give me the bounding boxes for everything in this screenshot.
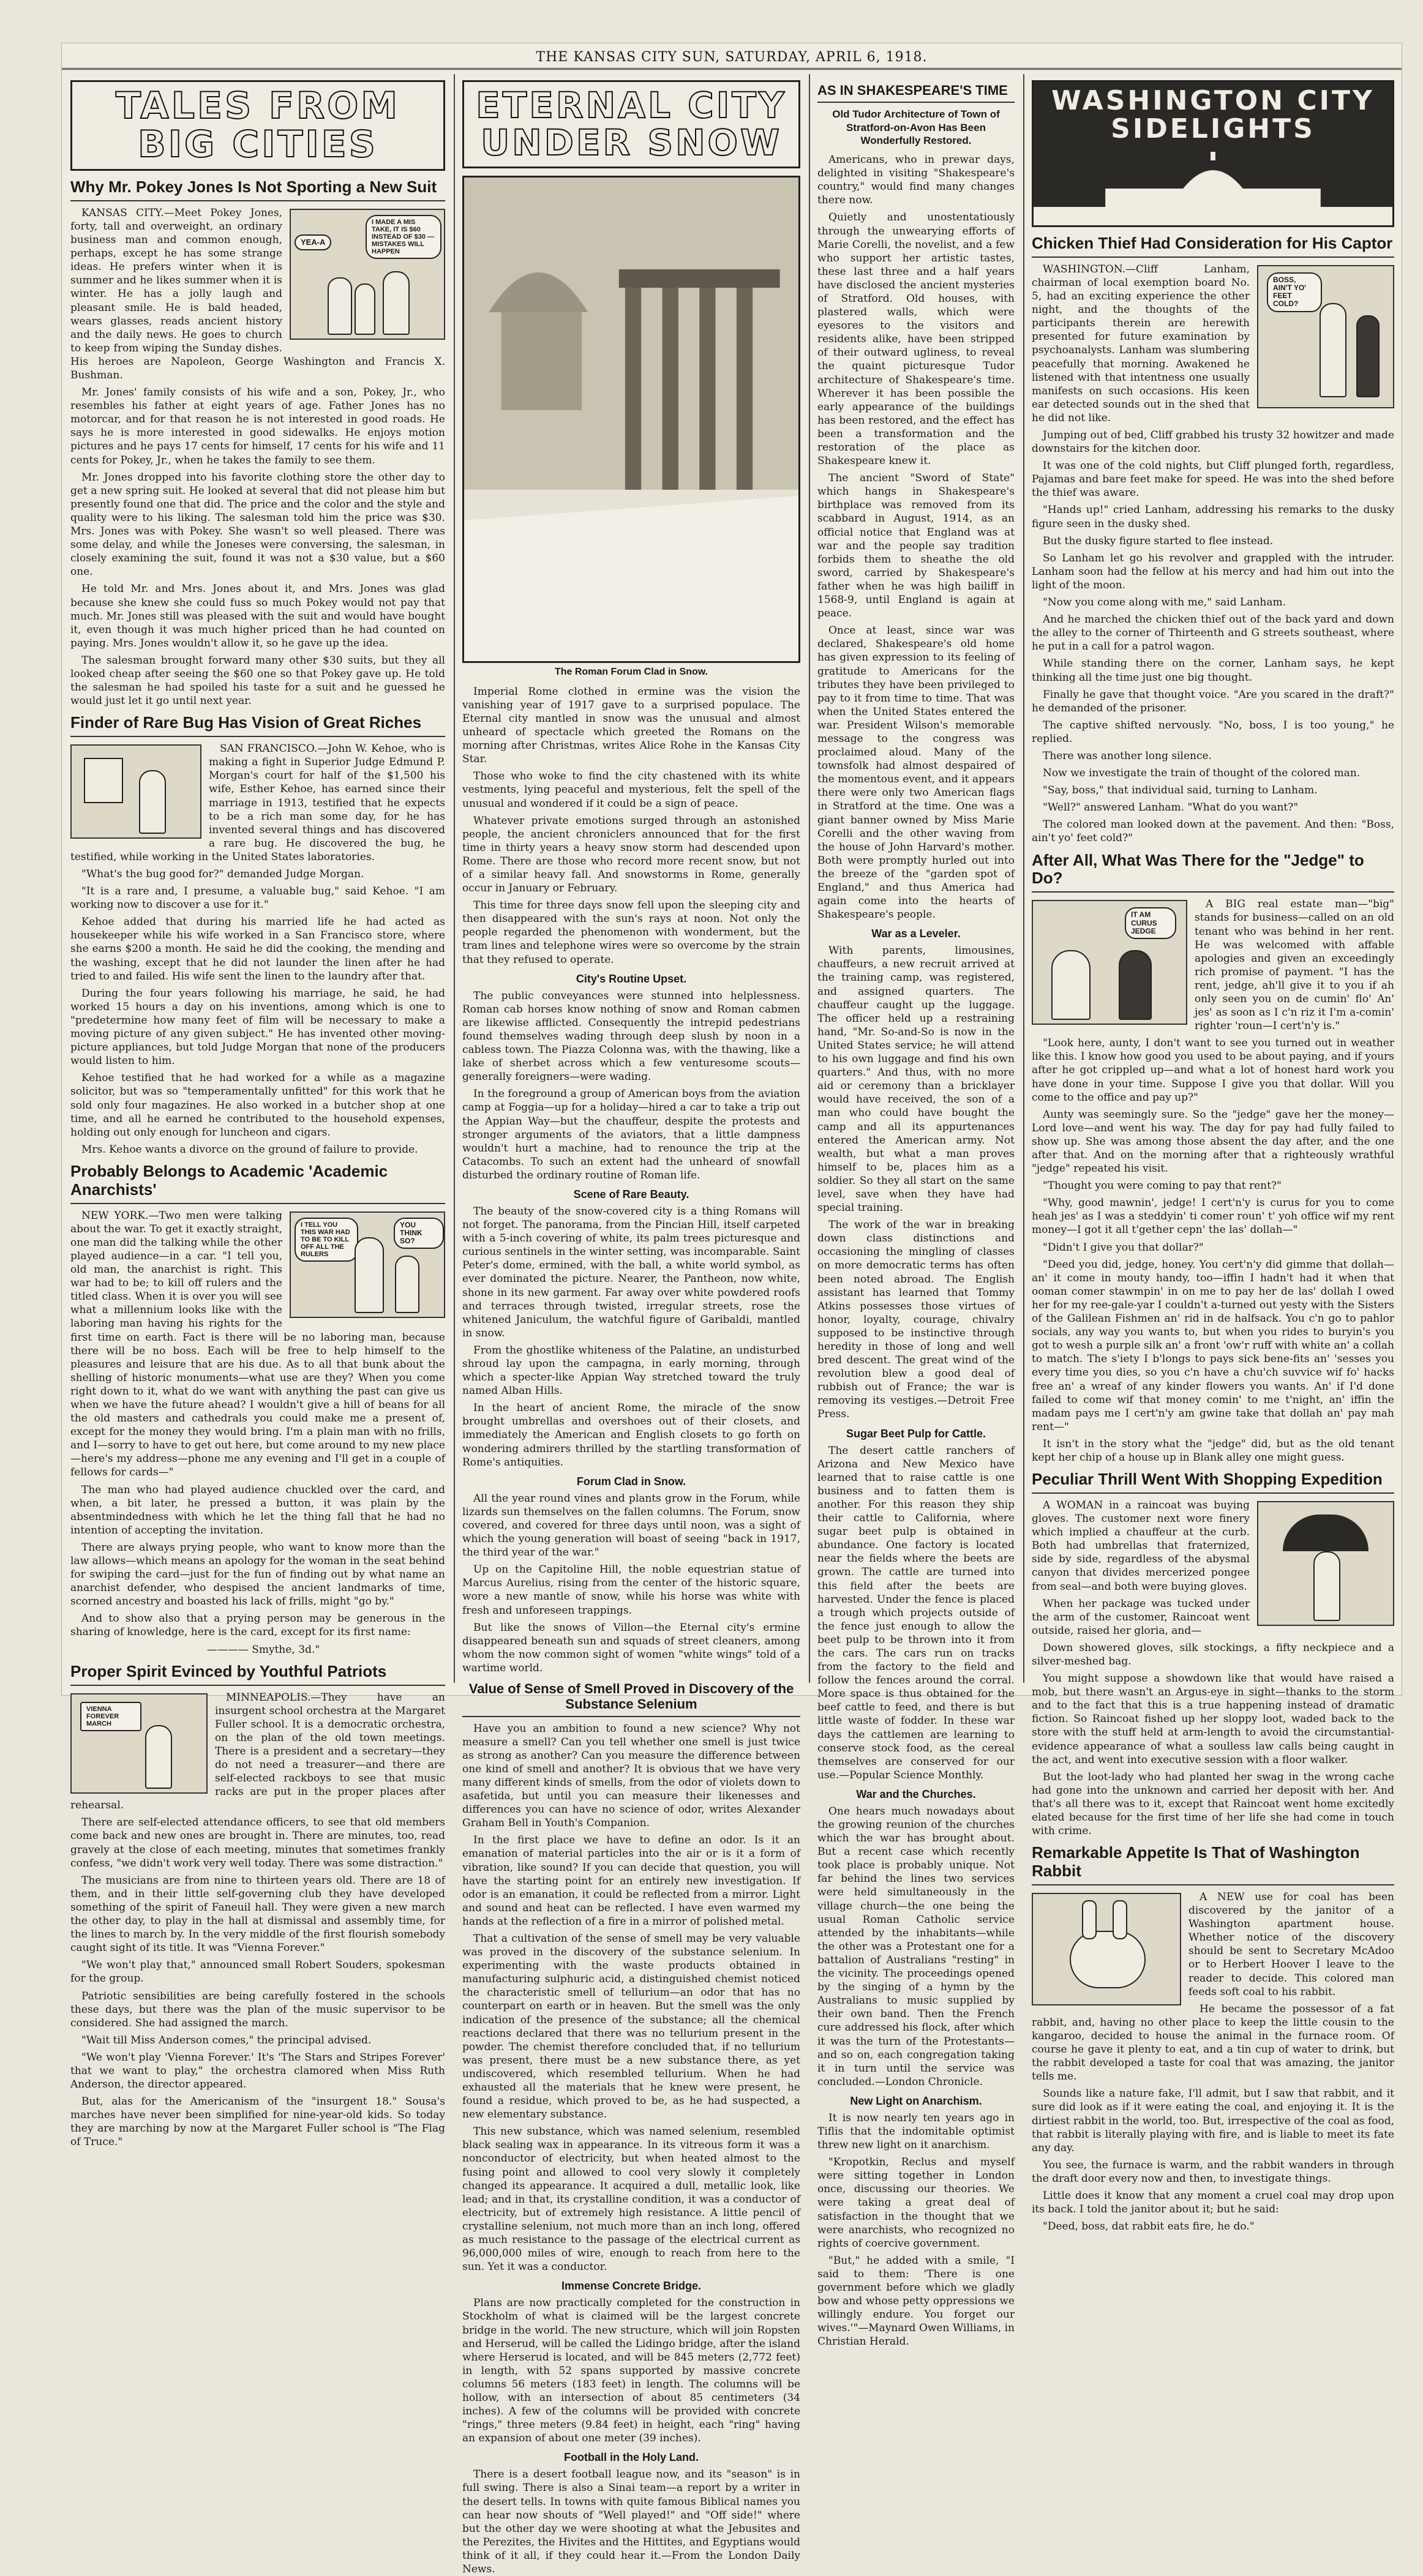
- figure: [1051, 950, 1091, 1020]
- headline-pokey-jones: Why Mr. Pokey Jones Is Not Sporting a New Suit: [70, 178, 445, 201]
- column-tales-from-big-cities: [62, 74, 454, 2149]
- paragraph: There is a desert football league now, and its "season" is in full swing. There is also a Sinai team—a report by a writer in the desert tells. In towns with quite famous Biblical names you can hear now shouts of "Well played!" and "Off side!" where but the other day we were shooting at what the Jebusites and the Perezites, the Hivites and the Hittites, and Egyptians would think of it all, if they could hear it.—From the London Daily News.: [462, 2468, 800, 2575]
- paragraph: KANSAS CITY.—Meet Pokey Jones, forty, tall and overweight, an ordinary business man and common enough, perhaps, except he has some strange ideas. He prefers winter when it is summer and he likes summer when it is winter. He has a jolly laugh and pleasant smile. He is bald headed, wears glasses, reads ancient history and the daily news. He goes to church to keep from wiping the Sunday dishes. His heroes are Napoleon, George Washington and Francis X. Bushman.: [70, 206, 445, 382]
- paragraph: Now we investigate the train of thought of the colored man.: [1043, 767, 1361, 780]
- paragraph: This time for three days snow fell upon the sleeping city and then disappeared with the sun's rays at noon. Not only the people regarded the phenomenon with wonderment, but the tram lines and telephone wires were so overcome by the strain that they refused to operate.: [462, 899, 800, 966]
- paragraph: "Say, boss," that individual said, turning to Lanham.: [1043, 784, 1318, 797]
- banner-eternal-city: ETERNAL CITY UNDER SNOW: [462, 80, 800, 168]
- speech-bubble: I TELL YOU THIS WAR HAD TO BE TO KILL OFF ALL THE RULERS: [295, 1218, 358, 1262]
- speech-bubble: BOSS, AIN'T YO' FEET COLD?: [1267, 272, 1322, 312]
- paragraph: "Kropotkin, Reclus and myself were sitting together in London once, discussing our theories. We were taking a great deal of satisfaction in the thought that we were anarchists, who recognized no rights of coercive government.: [817, 2156, 1015, 2250]
- paragraph: "But," he added with a smile, "I said to them: 'There is one government before which we gladly bow and whose petty oppressions we willingly endure. You forget our wives.'"—Maynard Owen Williams, in Christian Herald.: [817, 2254, 1015, 2348]
- paragraph: There was another long silence.: [1043, 749, 1212, 762]
- figure: [145, 1725, 172, 1789]
- paragraph: It isn't in the story what the "jedge" did, but as the old tenant kept her chip of a house up in Blank alley one might guess.: [1032, 1437, 1394, 1464]
- paragraph: But the loot-lady who had planted her swag in the wrong cache had gone into the unknown and carried her deposit with her. And that's all there was to it, except that Raincoat went home excitedly elated because for the first time of her life she had come in touch with crime.: [1032, 1770, 1394, 1838]
- headline-shopping-expedition: Peculiar Thrill Went With Shopping Expedition: [1032, 1470, 1394, 1494]
- paragraph: A WOMAN in a raincoat was buying gloves. The customer next wore finery which implied a chauffeur at the curb. Both had umbrellas that fraternized, side by side, regardless of the abysmal canyon that divides mercerized pongee from seal—and both were buying gloves.: [1032, 1499, 1250, 1593]
- paragraph: You see, the furnace is warm, and the rabbit wanders in through the draft door every now and then, to investigate things.: [1032, 2159, 1394, 2185]
- paragraph: "Deed, boss, dat rabbit eats fire, he do.": [1043, 2220, 1255, 2233]
- paragraph: There are self-elected attendance officers, to see that old members come back and new ones are brought in. There are minutes, too, read gravely at the close of each meeting, minutes that sometimes frankly confess, "we didn't work very well today. There was some distraction.": [70, 1816, 445, 1870]
- paragraph: And he marched the chicken thief out of the back yard and down the alley to the corner of Thirteenth and G streets southeast, where he put in a call for a patrol wagon.: [1032, 613, 1394, 653]
- paragraph: "Well?" answered Lanham. "What do you want?": [1043, 801, 1299, 814]
- paragraph: SAN FRANCISCO.—John W. Kehoe, who is making a fight in Superior Judge Edmund P. Morgan's court for half of the $1,500 his wife, Esther Kehoe, has earned since their marriage in 1913, testified that he expects to be a rich man some day, for he has invented several things and has discovered a rare bug. He discovered the bug, he testified, while working in the United States laboratories.: [70, 743, 445, 863]
- newspaper-page: [61, 43, 1402, 2575]
- paragraph: With parents, limousines, chauffeurs, a new recruit arrived at the training camp, was registered, and assigned quarters. The chauffeur caught up the luggage. The officer held up a restraining hand, "Mr. So-and-So is now in the United States service; he will attend to his own luggage and find his own quarters." And thus, with no more aid or ceremony than a bricklayer would have received, the son of a man who could have bought the camp and all its appurtenances entered the American army. Not wealth, but what a man proves himself to be, places him as a soldier. So they all start on the same level, save when they have had special training.: [817, 945, 1015, 1215]
- paragraph: The work of the war in breaking down class distinctions and occasioning the mingling of classes on more democratic terms has often been noted abroad. The English assistant has learned that Tommy Atkins possesses those virtues of honor, loyalty, courage, chivalry supposed to be instinctive through heredity in those of long and well bred descent. The great wind of the revolution blew a good deal of rubbish out of France; the war is removing its vestiges.—Detroit Free Press.: [817, 1219, 1015, 1421]
- speech-bubble: I MADE A MIS TAKE, IT IS $60 INSTEAD OF $30 — MISTAKES WILL HAPPEN: [366, 215, 441, 259]
- paragraph: MINNEAPOLIS.—They have an insurgent school orchestra at the Margaret Fuller school. It is a democratic orchestra, on the plan of the old town meetings. There is a president and a secretary—they do not need a treasurer—and there are self-elected rackboys to see that music racks are put in the proper places after rehearsal.: [70, 1691, 445, 1812]
- paragraph: He became the possessor of a fat rabbit, and, having no other place to keep the little cousin to the kangaroo, decided to house the animal in the furnace room. Of course he gave it plenty to eat, and a tin cup of water to drink, but the rabbit developed a taste for coal that was amazing, the janitor tells me.: [1032, 2002, 1394, 2083]
- speech-bubble: YEA-A: [295, 234, 331, 250]
- headline-washington-rabbit: Remarkable Appetite Is That of Washington Rabbit: [1032, 1844, 1394, 1885]
- paragraph: "What's the bug good for?" demanded Judge Morgan.: [81, 868, 364, 880]
- paragraph: But like the snows of Villon—the Eternal city's ermine disappeared beneath sun and squads of street cleaners, among whom the now common sight of women "white wings" told of a wartime world.: [462, 1621, 800, 1674]
- banner-title: WASHINGTON CITY SIDELIGHTS: [1051, 85, 1375, 145]
- paragraph: Patriotic sensibilities are being carefully fostered in the schools these days, but there was the plan of the music supervisor to be considered. She had assigned the march.: [70, 1990, 445, 2029]
- paragraph: A BIG real estate man—"big" stands for business—called on an old tenant who was behind in her rent. He was welcomed with affable apologies and given an exceedingly rich promise of payment. "I has the rent, jedge, ah'll give it to you if ah only seen you on de cumin' flo' An' jes' as soon as I c'n riz it I'm a-comin' righter 'roun—I cert'n'y is.": [1195, 898, 1394, 1033]
- paragraph: And to show also that a prying person may be generous in the sharing of knowledge, here is the card, except for its first name:: [70, 1612, 445, 1639]
- cartoon-rabbit: [1032, 1893, 1181, 2005]
- paragraph: Quietly and unostentatiously through the unwearying efforts of Marie Corelli, the novelist, and a few who support her artistic tastes, these last three and a half years have disclosed the ancient mysteries of Stratford. Old houses, with plastered walls, which were eyesores to the visitors and residents alike, have been stripped of their outward ugliness, to reveal the quaint picturesque Tudor architecture of Shakespeare's time. Wherever it has been possible the early appearance of the buildings has been restored, and the effect has been a transformation and the restoration of the place as Shakespeare knew it.: [817, 211, 1015, 468]
- paragraph: So Lanham let go his revolver and grappled with the intruder. Lanham soon had the fellow at his mercy and had him out into the light of the moon.: [1032, 552, 1394, 591]
- headline-academic-anarchists: Probably Belongs to Academic 'Academic Anarchists': [70, 1163, 445, 1204]
- paragraph: Down showered gloves, silk stockings, a fifty neckpiece and a silver-meshed bag.: [1032, 1641, 1394, 1668]
- headline-rare-bug: Finder of Rare Bug Has Vision of Great Riches: [70, 714, 445, 737]
- headline-shakespeare: AS IN SHAKESPEARE'S TIME: [817, 83, 1015, 103]
- paragraph: "Why, good mawnin', jedge! I cert'n'y is curus for you to come heah jes' as I was a steddyin' ti comer roun' t' yoh office wif my rent money—I got it all t'gether cepn' the las' dollah—": [1032, 1197, 1394, 1237]
- paragraph: "Hands up!" cried Lanham, addressing his remarks to the dusky figure seen in the dusky shed.: [1032, 504, 1394, 530]
- paragraph: WASHINGTON.—Cliff Lanham, chairman of local exemption board No. 5, had an exciting experience the other night, and the thoughts of the participants therein are herewith presented for future examination by psychoanalysts. Lanham was slumbering peacefully that morning. Awakened he listened with that intentness one usually manifests on such occasions. His keen ear detected sounds out in the shed that he did not like.: [1032, 263, 1250, 424]
- cartoon-umbrella-woman: [1257, 1501, 1394, 1626]
- cartoon-school-orchestra: [70, 1693, 208, 1794]
- paragraph: "Thought you were coming to pay that rent?": [1043, 1180, 1282, 1193]
- cartoon-chicken-thief: [1257, 265, 1394, 408]
- paragraph: ———— Smythe, 3d.": [206, 1643, 320, 1656]
- paragraph: It is now nearly ten years ago in Tiflis that the indomitable optimist threw new light on it anarchism.: [817, 2111, 1015, 2152]
- paragraph: "Didn't I give you that dollar?": [1043, 1241, 1204, 1254]
- paragraph: During the four years following his marriage, he said, he had worked 15 hours a day on his inventions, among which is one to "predetermine how many feet of film will be necessary to make a moving picture of any given subject." He has invented other moving-picture appliances, but told Judge Morgan that none of the producers would listen to him.: [70, 987, 445, 1068]
- banner-tales-from-big-cities: TALES FROM BIG CITIES: [70, 80, 445, 171]
- running-head: THE KANSAS CITY SUN, SATURDAY, APRIL 6, 1918.: [536, 50, 928, 65]
- paragraph: The public conveyances were stunned into helplessness. Roman cab horses know nothing of snow and Roman cabmen are likewise afflicted. Consequently the intrepid pedestrians found themselves wading through deep slush by noon in a cabless town. The Piazza Colonna was, with the thawing, like a lake of sherbet across which a few venturesome scouts—generally foreigners—were wading.: [462, 989, 800, 1084]
- headline-jedge: After All, What Was There for the "Jedge" to Do?: [1032, 852, 1394, 893]
- figure: [139, 770, 166, 834]
- subhead: Forum Clad in Snow.: [576, 1475, 686, 1488]
- photo-roman-forum: [462, 176, 800, 663]
- headline-youthful-patriots: Proper Spirit Evinced by Youthful Patriots: [70, 1663, 445, 1686]
- subhead: Immense Concrete Bridge.: [561, 2280, 702, 2293]
- paragraph: Mr. Jones dropped into his favorite clothing store the other day to get a new spring suit. He looked at several that did not please him but presently found one that did. The price and the color and the style and quality were to his liking. The salesman told him the price was $30. Mrs. Jones was with Pokey. She wasn't so well pleased. There was some delay, and while the Joneses were conversing, the salesman, in closely examining the suit, found it was not a $30 value, but a $60 one.: [70, 471, 445, 578]
- umbrella-icon: [1283, 1515, 1369, 1551]
- paragraph: You might suppose a showdown like that would have raised a mob, but there wasn't an Argus-eye in sight—thanks to the storm and to the fact that this is a true happening instead of dramatic fiction. So Raincoat fished up her sloppy loot, waded back to the store with the stuff held at arm-length to avoid the circumstantial-evidence appearance of what a soulless law calls being caught in the act, and went into executive session with a floor walker.: [1032, 1672, 1394, 1766]
- paragraph: This new substance, which was named selenium, resembled black sealing wax in appearance. In its vitreous form it was a nonconductor of electricity, but when heated almost to the fusing point and allowed to cool very slowly it completely changed its appearance. It acquired a dull, metallic look, like lead; and in that, its crystalline condition, it was a conductor of electricity, but of extremely high resistance. A little pencil of crystalline selenium, not much more than an inch long, offered as much resistance to the passage of the electrical current as 96,000,000 miles of wire, enough to reach from here to the sun. Yet it was a conductor.: [462, 2125, 800, 2274]
- paragraph: Kehoe testified that he had worked for a while as a magazine solicitor, but was so "temperamentally unfitted" for this work that he sold only four magazines. He also worked in a butcher shop at one time, and all he earned he contributed to the household expenses, holding out only enough for luncheon and cigars.: [70, 1072, 445, 1139]
- paragraph: It was one of the cold nights, but Cliff plunged forth, regardless, Pajamas and bare feet make for speed. He was into the shed before the thief was aware.: [1032, 460, 1394, 500]
- figure: [1356, 315, 1380, 397]
- paragraph: Kehoe added that during his married life he had acted as housekeeper while his wife worked in a San Francisco store, where she earns $200 a month. He said he did the cooking, the mending and the washing, except that he did not launder the linen after he had tried to and failed. His wife sent the linen to the laundry after that.: [70, 916, 445, 983]
- figure: [1119, 950, 1152, 1020]
- paragraph: "Wait till Miss Anderson comes," the principal advised.: [81, 2034, 372, 2046]
- paragraph: But, alas for the Americanism of the "insurgent 18." Sousa's marches have never been simplified for nine-year-old kids. So today they are marching by now at the Margaret Fuller school is "The Flag of Truce.": [70, 2095, 445, 2149]
- paragraph: Jumping out of bed, Cliff grabbed his trusty 32 howitzer and made downstairs for the kitchen door.: [1032, 429, 1394, 455]
- cartoon-jedge: [1032, 900, 1187, 1025]
- subhead: New Light on Anarchism.: [850, 2094, 982, 2107]
- rabbit-icon: [1070, 1931, 1146, 1988]
- paragraph: The ancient "Sword of State" which hangs in Shakespeare's birthplace was removed from its scabbard in August, 1914, as an official notice that England was at war and the people say tradition forbids them to sheathe the old sword, carried by Shakespeare's father when he was high bailiff in 1568-9, until England is again at peace.: [817, 472, 1015, 620]
- sheet-music: VIENNA FOREVER MARCH: [80, 1702, 141, 1731]
- figure: [355, 1237, 384, 1313]
- paragraph: Whatever private emotions surged through an astonished people, the ancient chroniclers announced that for the first time in thirty years a heavy snow storm had descended upon Rome. There are those who record more recent snow, but not of a similar heavy fall. And snowstorms in Rome, generally occur in January or February.: [462, 814, 800, 895]
- paragraph: In the foreground a group of American boys from the aviation camp at Foggia—up for a holiday—hired a car to take a trip out the Appian Way—but the chauffeur, despite the protests and stronger arguments of the aviators, that a little dampness wouldn't hurt a machine, had to renounce the trip at the Catacombs. To such an extent had the unheard of snowfall disturbed the ordinary routine of Roman life.: [462, 1088, 800, 1181]
- figure: [355, 283, 375, 335]
- paragraph: Imperial Rome clothed in ermine was the vision the vanishing year of 1917 gave to a surprised populace. The Eternal city mantled in snow was the unusual and almost unheard of spectacle which greeted the Romans on the morning after Christmas, writes Alice Rohe in the Kansas City Star.: [462, 685, 800, 766]
- subhead: War and the Churches.: [856, 1788, 976, 1800]
- capitol-icon: [1034, 152, 1392, 225]
- paragraph: In the heart of ancient Rome, the miracle of the snow brought umbrellas and overshoes out of their closets, and immediately the American and English closets to go forth on wondering admirers thrilled by the startling transformation of Rome's antiquities.: [462, 1402, 800, 1469]
- paragraph: Finally he gave that thought voice. "Are you scared in the draft?" he demanded of the prisoner.: [1032, 688, 1394, 714]
- paragraph: Have you an ambition to found a new science? Why not measure a smell? Can you tell whether one smell is just twice as strong as another? Can you measure the difference between one kind of smell and another? It is obvious that we have very many different kinds of smells, from the odor of violets down to asafetida, but until you can measure their likenesses and differences you can have no science of odor, writes Alexander Graham Bell in Youth's Companion.: [462, 1722, 800, 1830]
- paragraph: But the dusky figure started to flee instead.: [1043, 534, 1274, 547]
- paragraph: While standing there on the corner, Lanham says, he kept thinking all the time just one big thought.: [1032, 657, 1394, 684]
- judge-bench: [84, 758, 123, 803]
- paragraph: "Look here, aunty, I don't want to see you turned out in weather like this. I know how good you used to be about paying, and if yours after he got crippled up—and what a lot of honest hard work you have done in your time. Suppose I give you that dollar. Will you come to the office and pay up?": [1032, 1037, 1394, 1104]
- cartoon-anarchists: [290, 1211, 445, 1318]
- paragraph: Those who woke to find the city chastened with its white vestments, lying peaceful and mysterious, felt the spell of the unusual and wondered if it could be a sign of peace.: [462, 770, 800, 810]
- forum-illustration: [464, 178, 798, 661]
- paragraph: Americans, who in prewar days, delighted in visiting "Shakespeare's country," would find many changes there now.: [817, 154, 1015, 207]
- paragraph: Mr. Jones' family consists of his wife and a son, Pokey, Jr., who resembles his father at eight years of age. Father Jones has no motorcar, and for that reason he is not interested in good roads. He says he is more interested in good sidewalks. He enjoys motion pictures and he pays 17 cents for himself, 17 cents for his wife and 11 cents for Pokey, Jr., when he takes the family to see them.: [70, 386, 445, 466]
- paragraph: "Deed you did, jedge, honey. You cert'n'y did gimme that dollah—an' it come in mouty handy, too—iffin I hadn't had it when that ooman comer stawmpin' in on me to pay her de las' dollah I owed her for my ree-gale-yar I couldn't a-turned out yesty with the Sisters of the Galilean Fishmen an' rid in de halfsack. You c'n go to pahlor socials, any way you wants to, but when you rides to buryin's you got to wesh a purple silk an' a front 'ow'r ruff with white an' a collah to match. The s'iety I b'longs to pays sick bene-fits an' 'sesses you every time you dies, so you c'n have a chu'ch suvvice wif fo' hacks free an' a wreaf of any kinder flowers you wants. An' if I'd done failed to come wif that money comin' to me t'night, an' iffin the madam pays me I cert'n'y am gwine take that dollah an' pay mah rent—": [1032, 1258, 1394, 1433]
- headline-sense-of-smell: Value of Sense of Smell Proved in Discovery of the Substance Selenium: [462, 1681, 800, 1717]
- paragraph: Mrs. Kehoe wants a divorce on the ground of failure to provide.: [81, 1143, 418, 1156]
- paragraph: All the year round vines and plants grow in the Forum, while lizards sun themselves on the fallen columns. The Forum, snow covered, and covered for three days until noon, was a sight of which the young generation will boast of seeing "back in 1917, the third year of the war.": [462, 1492, 800, 1559]
- paragraph: "We won't play that," announced small Robert Souders, spokesman for the group.: [70, 1959, 445, 1985]
- column-eternal-city: [454, 74, 809, 2575]
- head-rule: [62, 68, 1402, 70]
- subhead: Scene of Rare Beauty.: [573, 1188, 689, 1200]
- rabbit-ear: [1113, 1900, 1127, 1939]
- paragraph: The captive shifted nervously. "No, boss, I is too young," he replied.: [1032, 719, 1394, 745]
- paragraph: The beauty of the snow-covered city is a thing Romans will not forget. The panorama, from the Pincian Hill, itself carpeted with a 5-inch covering of white, its palm trees picturesque and curious sentinels in the winter setting, was incomparable. Saint Peter's dome, ermined, with the ball, a white world symbol, as ever dominated the picture. Nearer, the Pantheon, now white, shone in its new garment. Far away over white powdered roofs and terraces through twisted, irregular streets, rose the whitened Janiculum, the watchful figure of Garibaldi, mantled in snow.: [462, 1205, 800, 1339]
- cartoon-courtroom: [70, 744, 201, 839]
- paragraph: Sounds like a nature fake, I'll admit, but I saw that rabbit, and it sure did look as if it were eating the coal, and enjoying it. It is the dirtiest rabbit in the world, too. But, irrespective of the coal as food, that rabbit is literally playing with fire, and is liable to meet its fate any day.: [1032, 2087, 1394, 2154]
- subhead: City's Routine Upset.: [576, 972, 687, 985]
- paragraph: A NEW use for coal has been discovered by the janitor of a Washington apartment house. Whether notice of the discovery should be sent to Secretary McAdoo or to Herbert Hoover I leave to the reader to decide. This colored man feeds soft coal to his rabbit.: [1188, 1891, 1394, 1998]
- paragraph: "We won't play 'Vienna Forever.' It's 'The Stars and Stripes Forever' that we want to play," the orchestra clamored when Miss Ruth Anderson, the director appeared.: [70, 2051, 445, 2091]
- cartoon-pokey-jones: [290, 209, 445, 340]
- paragraph: The desert cattle ranchers of Arizona and New Mexico have learned that to raise cattle is one business and to fatten them is another. For this reason they ship their cattle to California, where sugar beet pulp is obtained in abundance. One factory is located near the fields where the beets are grown. The cattle are turned into this field after the beets are harvested. Under the fence is placed a trough which projects outside of the fence just enough to allow the beet pulp to be thrown into it from the cars. The cars run on tracks from the factory to the field and follow the fences around the corral. More space is thus obtained for the beef cattle to feed, and there is but little waste of fodder. In these war days the cattlemen are learning to conserve stock food, as the cereal themselves are conserved for our use.—Popular Science Monthly.: [817, 1444, 1015, 1781]
- paragraph: The colored man looked down at the pavement. And then: "Boss, ain't yo' feet cold?": [1032, 818, 1394, 845]
- paragraph: In the first place we have to define an odor. Is it an emanation of material particles into the air or is it a form of vibration, like sound? If you can decide that question, you will have the starting point for an entirely new investigation. If odor is an emanation, it could be reflected from a mirror. Light and sound and heat can be reflected. I have even warmed my hands at the reflection of a fire in a mirror of polished metal.: [462, 1834, 800, 1928]
- paragraph: "Now you come along with me," said Lanham.: [1043, 596, 1286, 609]
- subhead: War as a Leveler.: [871, 927, 961, 940]
- paragraph: Up on the Capitoline Hill, the noble equestrian statue of Marcus Aurelius, rising from the center of the historic square, wore a new mantle of snow, while his horse was white with fresh and unforeseen trappings.: [462, 1563, 800, 1617]
- column-shakespeare: [809, 74, 1023, 2348]
- paragraph: He told Mr. and Mrs. Jones about it, and Mrs. Jones was glad because she knew she could fuss so much Pokey would not pay that much. Mr. Jones still was pleased with the suit and would have bought it, even though it was much higher priced than he had counted on paying. Mrs. Jones wouldn't allow it, so he gave up the idea.: [70, 583, 445, 650]
- paragraph: There are always prying people, who want to know more than the law allows—which means an apology for the woman in the seat behind for swiping the card—just for the fun of finding out by what name an anarchist defender, who despised the ancient landmarks of time, scorned ancestry and boasted his lack of frills, might "go by.": [70, 1541, 445, 1608]
- figure: [328, 277, 352, 335]
- subhead: Sugar Beet Pulp for Cattle.: [846, 1427, 986, 1440]
- figure: [383, 271, 410, 335]
- paragraph: Once at least, since war was declared, Shakespeare's old home has given expression to its feeling of gratitude to Americans for the tributes they have been privileged to pay to it from time to time. That was when the United States entered the war. President Wilson's memorable message to the congress was proclaimed aloud. Many of the townsfolk had almost despaired of the momentous event, and it appears there were only two American flags in Stratford at the time. One was a giant banner owned by Miss Marie Corelli and the other waving from the house of John Harvard's mother. Both were promptly hurled out into the breeze of the "garden spot of England," and thus America had again come into the hearts of Shakespeare's people.: [817, 624, 1015, 921]
- paragraph: When her package was tucked under the arm of the customer, Raincoat went outside, raised her gloria, and—: [1032, 1597, 1250, 1637]
- figure: [1313, 1551, 1340, 1621]
- speech-bubble: IT AM CURUS JEDGE: [1125, 907, 1176, 939]
- column-washington-sidelights: [1023, 74, 1403, 2233]
- paragraph: "It is a rare and, I presume, a valuable bug," said Kehoe. "I am working now to discover a use for it.": [70, 885, 445, 912]
- rabbit-ear: [1082, 1900, 1097, 1939]
- paragraph: The salesman brought forward many other $30 suits, but they all looked cheap after seeing the $60 one so that Pokey gave up. He told the salesman he had spoiled his taste for a suit and he guessed he would just let it go until next year.: [70, 654, 445, 708]
- paragraph: Little does it know that any moment a cruel coal may drop upon its back. I told the janitor about it; but he said:: [1032, 2189, 1394, 2216]
- subhead: Football in the Holy Land.: [564, 2451, 699, 2464]
- paragraph: Aunty was seemingly sure. So the "jedge" gave her the money—Lord love—and went his way. The day for pay had fully failed to show up. She was among those absent the day after, and the one after that. And on the morning after that a righteously wrathful "jedge" repeated his visit.: [1032, 1108, 1394, 1175]
- paragraph: That a cultivation of the sense of smell may be very valuable was proved in the discovery of the substance selenium. In experimenting with the waste products obtained in manufacturing sulphuric acid, a distinguished chemist noticed the characteristic smell of tellurium—an odor that has no counterpart on earth or in heaven. But the smell was the only indication of the presence of the substance; all the chemical reactions declared that there was no tellurium present in the powder. The chemist therefore concluded that, if no tellurium was present, there must be a new substance there, as yet undiscovered, which resembled tellurium. When he had exhausted all the materials that he knew were present, he found a residue, which proved to be, as he had suspected, a new elementary substance.: [462, 1932, 800, 2121]
- paragraph: From the ghostlike whiteness of the Palatine, an undisturbed shroud lay upon the campagna, in early morning, through which a specter-like Appian Way stretched toward the truly named Alban Hills.: [462, 1344, 800, 1398]
- deck: Old Tudor Architecture of Town of Stratford-on-Avon Has Been Wonderfully Restored.: [832, 108, 1000, 146]
- paragraph: NEW YORK.—Two men were talking about the war. To get it exactly straight, one man did the talking while the other played audience—in a car. "I tell you, old man, the anarchist is right. This war had to be; to kill off rulers and the titled class. When it is over you will see what a millennium looks like with the laboring man having his rights for the first time on earth. Fact is there will be no laboring man, because there will be no boss. Each will be free to help himself to the pleasures and leisure that are his due. As to all that bunk about the shelling of historic monuments—what use are they? When you come right down to it, what do we want with anything the past can give us when we have the future ahead? I wouldn't give a hill of beans for all the old masters and cathedrals you could make me a present of, except for the money they would bring. I'm a plain man with no frills, and I—sorry to have to get out here, but come around to my new place—here's my address—phone me any evening and I'll get in a couple of fellows for cards—": [70, 1209, 445, 1479]
- paragraph: The musicians are from nine to thirteen years old. There are 18 of them, and in their little self-governing club they have developed something of the spirit of Faneuil hall. They were given a new march the other day, to play in the hall at dismissal and assembly time, for the lines to march by. In the very middle of the first flourish somebody caught sight of its title. It was "Vienna Forever.": [70, 1874, 445, 1955]
- figure: [1320, 303, 1346, 397]
- headline-chicken-thief: Chicken Thief Had Consideration for His Captor: [1032, 234, 1394, 258]
- figure: [395, 1256, 419, 1313]
- speech-bubble: YOU THINK SO?: [394, 1218, 444, 1249]
- paragraph: The man who had played audience chuckled over the card, and when, a bit later, he pressed a button, it was plain by the absentmindedness with which he let the thing fall that he had no intention of accepting the invitation.: [70, 1483, 445, 1537]
- paragraph: Plans are now practically completed for the construction in Stockholm of what is claimed will be the largest concrete bridge in the world. The new structure, which will join Ropsten and Herserud, will be called the Lidingo bridge, after the island where Herserud is located, and will be 845 meters (2,772 feet) in length, with 52 spans supported by massive concrete columns 56 meters (183 feet) in length. The columns will be hollow, with an intersection of about 85 centimeters (34 inches). A few of the columns will be provided with concrete "rings," three meters (9.84 feet) in height, each "ring" having an expansion of about one meter (39 inches).: [462, 2297, 800, 2445]
- banner-washington-city: [1032, 80, 1394, 227]
- photo-caption: The Roman Forum Clad in Snow.: [554, 666, 708, 677]
- paragraph: One hears much nowadays about the growing reunion of the churches which the war has brought about. But a recent case which recently took place is probably unique. Not far behind the lines two services were held simultaneously in the village church—the one being the usual Roman Catholic service attended by the inhabitants—while the other was a Protestant one for a battalion of Australians "resting" in the vicinity. The proceedings opened by the singing of a hymn by the Australians to music supplied by their own band. Then the French cure addressed his flock, after which it was the turn of the Protestants—and so on, each congregation taking it in turn until the service was concluded.—London Chronicle.: [817, 1805, 1015, 2088]
